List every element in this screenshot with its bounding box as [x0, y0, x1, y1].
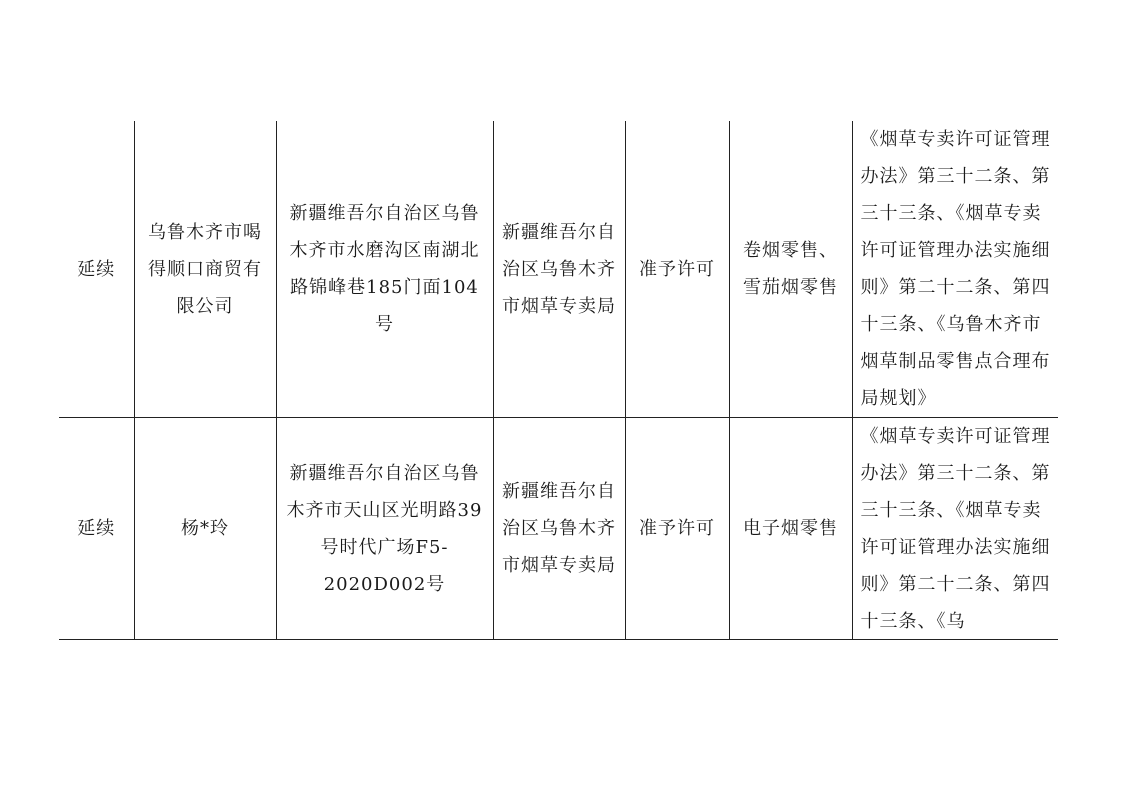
applicant-cell: 乌鲁木齐市喝得顺口商贸有限公司: [134, 121, 276, 418]
address-cell: 新疆维吾尔自治区乌鲁木齐市天山区光明路39号时代广场F5-2020D002号: [276, 418, 493, 640]
authority-cell: 新疆维吾尔自治区乌鲁木齐市烟草专卖局: [493, 418, 625, 640]
scope-cell: 电子烟零售: [729, 418, 852, 640]
applicant-cell: 杨*玲: [134, 418, 276, 640]
basis-cell: 《烟草专卖许可证管理办法》第三十二条、第三十三条、《烟草专卖许可证管理办法实施细则》第二十二条、第四十三条、《乌鲁木齐市烟草制品零售点合理布局规划》: [852, 121, 1058, 418]
basis-cell: 《烟草专卖许可证管理办法》第三十二条、第三十三条、《烟草专卖许可证管理办法实施细则》第二十二条、第四十三条、《乌: [860, 426, 1051, 632]
authority-cell: 新疆维吾尔自治区乌鲁木齐市烟草专卖局: [493, 121, 625, 418]
decision-cell: 准予许可: [625, 418, 729, 640]
permit-table: [59, 121, 1058, 640]
basis-cell-wrapper: [852, 418, 1058, 640]
category-cell: 延续: [59, 418, 134, 640]
scope-cell: 卷烟零售、雪茄烟零售: [729, 121, 852, 418]
table-row: [59, 121, 1058, 418]
decision-cell: 准予许可: [625, 121, 729, 418]
table-row: [59, 418, 1058, 640]
category-cell: 延续: [59, 121, 134, 418]
address-cell: 新疆维吾尔自治区乌鲁木齐市水磨沟区南湖北路锦峰巷185门面104号: [276, 121, 493, 418]
